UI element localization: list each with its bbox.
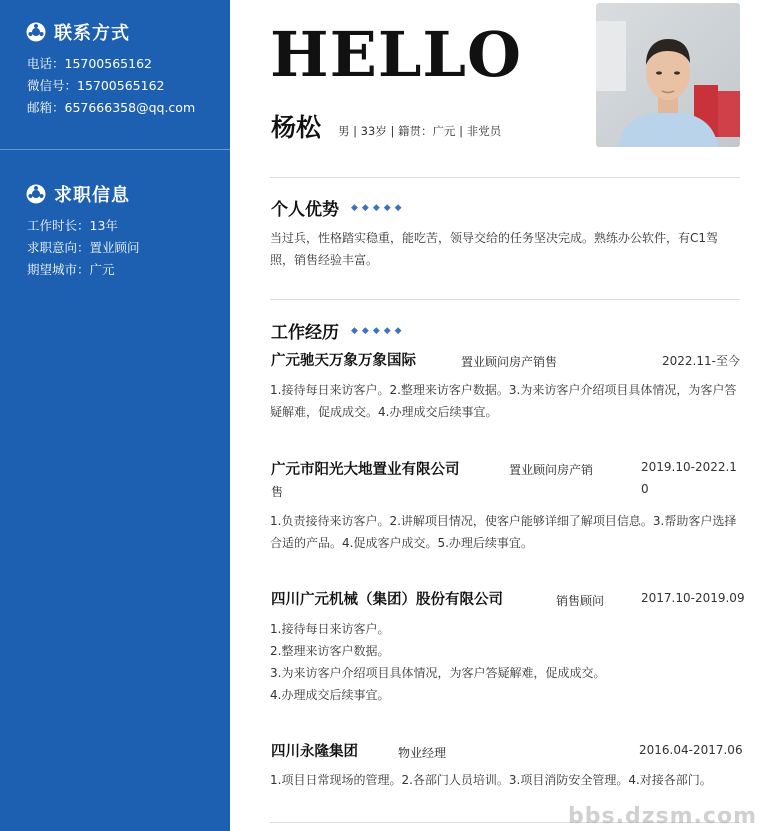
job-desc-line: 1.负责接待来访客户。2.讲解项目情况，使客户能够详细了解项目信息。3.帮助客户选择合适的产品。4.促成客户成交。5.办理后续事宜。 xyxy=(270,514,737,550)
job-intent: 求职意向：置业顾问 xyxy=(27,240,140,255)
job-desc-line: 4.办理成交后续事宜。 xyxy=(270,688,390,702)
watermark: bbs.dzsm.com xyxy=(568,804,757,829)
divider xyxy=(270,299,740,300)
job-date: 2017.10-2019.09 xyxy=(641,591,745,605)
job-intent-title: 求职信息 xyxy=(54,185,130,206)
job-desc-line: 1.接待每日来访客户。2.整理来访客户数据。3.为来访客户介绍项目具体情况，为客户答疑解难，促成成交。4.办理成交后续事宜。 xyxy=(270,383,737,419)
work-years: 工作时长：13年 xyxy=(27,218,118,233)
job-desc xyxy=(270,769,740,791)
job-desc xyxy=(270,379,740,423)
job-role-wrap: 售 xyxy=(271,485,284,499)
contact-title: 联系方式 xyxy=(54,23,130,44)
job-desc xyxy=(270,510,740,554)
job-desc-line: 1.项目日常现场的管理。2.各部门人员培训。3.项目消防安全管理。4.对接各部门。 xyxy=(270,773,712,787)
job-company: 四川广元机械（集团）股份有限公司 xyxy=(271,592,503,608)
email: 邮箱：657666358@qq.com xyxy=(27,100,196,115)
expected-city: 期望城市：广元 xyxy=(27,262,115,277)
phone: 电话：15700565162 xyxy=(27,56,152,71)
divider xyxy=(270,177,740,178)
job-date-wrap: 0 xyxy=(641,482,649,496)
job-desc-line: 2.整理来访客户数据。 xyxy=(270,644,390,658)
advantages-title: 个人优势 xyxy=(271,200,339,220)
advantages-text: 当过兵，性格踏实稳重，能吃苦，领导交给的任务坚决完成。熟练办公软件，有C1驾照，销售经验丰富。 xyxy=(270,231,719,267)
experience-title: 工作经历 xyxy=(271,323,339,343)
profile-line: 男 | 33岁 | 籍贯：广元 | 非党员 xyxy=(338,124,502,138)
job-date: 2016.04-2017.06 xyxy=(639,743,743,757)
job-date: 2022.11-至今 xyxy=(662,354,740,368)
candidate-name: 杨松 xyxy=(271,113,322,142)
advantages-header xyxy=(271,195,406,220)
job-company: 四川永隆集团 xyxy=(271,744,358,760)
diamond-dots-icon: ◆◆◆◆◆ xyxy=(351,202,406,213)
job-company: 广元市阳光大地置业有限公司 xyxy=(271,462,460,478)
avatar xyxy=(596,3,740,147)
job-date: 2019.10-2022.1 xyxy=(641,460,737,474)
diamond-dots-icon: ◆◆◆◆◆ xyxy=(351,325,406,336)
job-company: 广元驰天万象万象国际 xyxy=(271,353,416,369)
hello-heading: HELLO xyxy=(270,18,523,91)
job-desc xyxy=(270,618,740,706)
job-role: 物业经理 xyxy=(398,746,447,760)
experience-header xyxy=(271,318,406,343)
wechat: 微信号：15700565162 xyxy=(27,78,165,93)
job-desc-line: 3.为来访客户介绍项目具体情况，为客户答疑解难，促成成交。 xyxy=(270,666,606,680)
job-role: 销售顾问 xyxy=(556,594,605,608)
job-role: 置业顾问房产销 xyxy=(509,463,594,477)
job-desc-line: 1.接待每日来访客户。 xyxy=(270,622,390,636)
job-role: 置业顾问房产销售 xyxy=(461,355,558,369)
